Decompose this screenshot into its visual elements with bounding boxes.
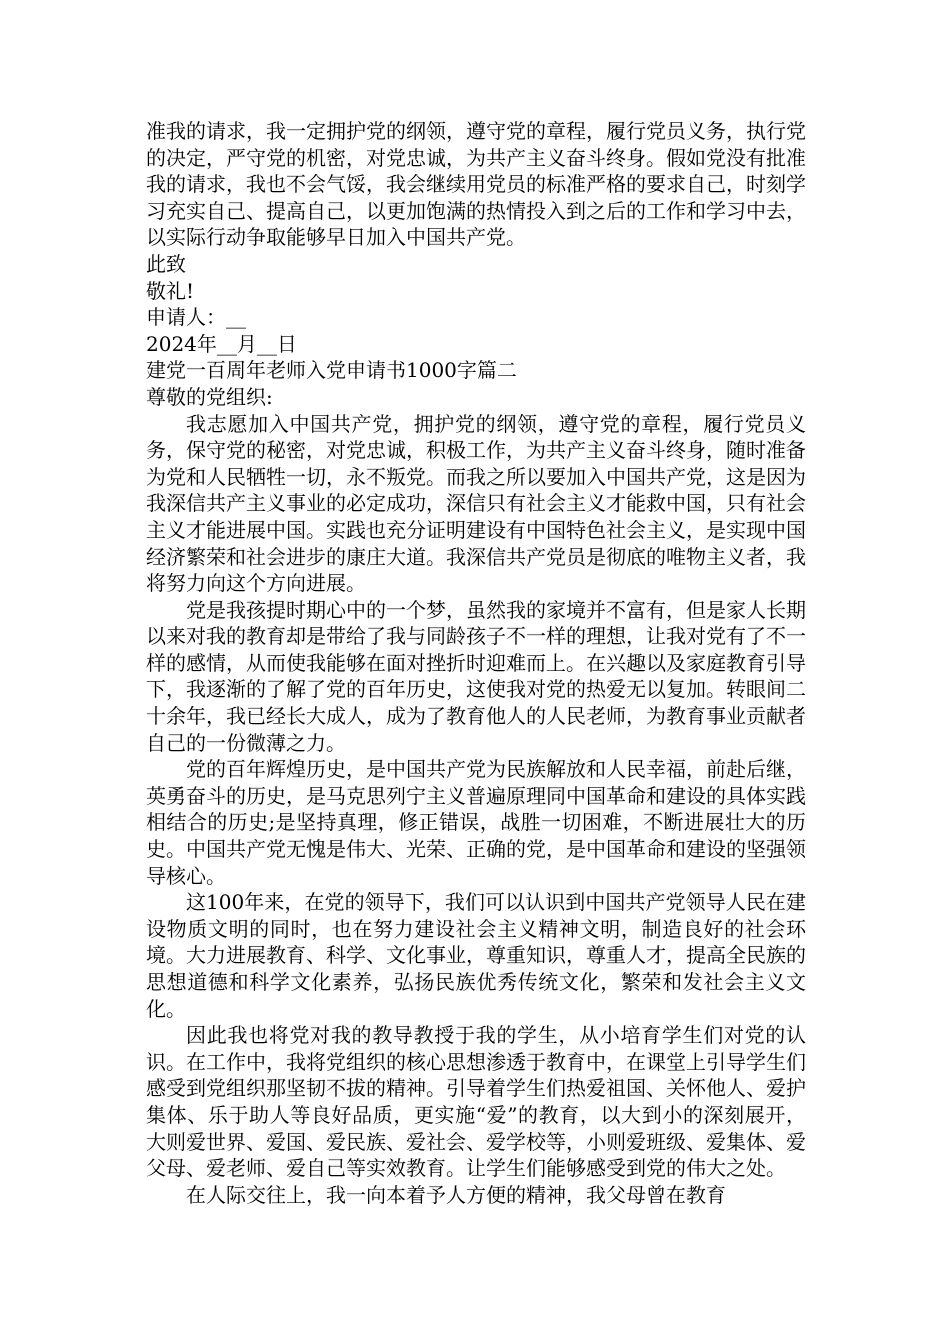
paragraph-2: 党是我孩提时期心中的一个梦，虽然我的家境并不富有，但是家人长期以来对我的教育却是带给了我与同龄孩子不一样的理想，让我对党有了不一样的感情，从而使我能够在面对挫折时迎难而上。在兴趣以及家庭教育引导下，我逐渐的了解了党的百年历史，这使我对党的热爱无以复加。转眼间二十余年，我已经长大成人，成为了教育他人的人民老师，为教育事业贡献者自己的一份微薄之力。 bbox=[146, 597, 806, 755]
paragraph-4: 这100年来，在党的领导下，我们可以认识到中国共产党领导人民在建设物质文明的同时，也在努力建设社会主义精神文明，制造良好的社会环境。大力进展教育、科学、文化事业，尊重知识，尊重人才，提高全民族的思想道德和科学文化素养，弘扬民族优秀传统文化，繁荣和发社会主义文化。 bbox=[146, 890, 806, 1021]
document-page bbox=[146, 118, 806, 1208]
section-title: 建党一百周年老师入党申请书1000字篇二 bbox=[146, 358, 517, 383]
date-line: 2024年__月__日 bbox=[146, 331, 297, 356]
paragraph-6: 在人际交往上，我一向本着予人方便的精神，我父母曾在教育 bbox=[186, 1182, 726, 1207]
greeting: 尊敬的党组织: bbox=[146, 384, 273, 409]
closing-regards: 敬礼! bbox=[146, 278, 195, 303]
paragraph-continued: 准我的请求，我一定拥护党的纲领，遵守党的章程，履行党员义务，执行党的决定，严守党的机密，对党忠诚，为共产主义奋斗终身。假如党没有批准我的请求，我也不会气馁，我会继续用党员的标准严格的要求自己，时刻学习充实自己、提高自己，以更加饱满的热情投入到之后的工作和学习中去，以实际行动争取能够早日加入中国共产党。 bbox=[146, 119, 806, 250]
paragraph-3: 党的百年辉煌历史，是中国共产党为民族解放和人民幸福，前赴后继，英勇奋斗的历史，是马克思列宁主义普遍原理同中国革命和建设的具体实践相结合的历史;是坚持真理，修正错误，战胜一切困难，不断进展壮大的历史。中国共产党无愧是伟大、光荣、正确的党，是中国革命和建设的坚强领导核心。 bbox=[146, 757, 806, 888]
paragraph-5: 因此我也将党对我的教导教授于我的学生，从小培育学生们对党的认识。在工作中，我将党组织的核心思想渗透于教育中，在课堂上引导学生们感受到党组织那坚韧不拔的精神。引导着学生们热爱祖国、关怀他人、爱护集体、乐于助人等良好品质，更实施“爱”的教育，以大到小的深刻展开，大则爱世界、爱国、爱民族、爱社会、爱学校等，小则爱班级、爱集体、爱父母、爱老师、爱自己等实效教育。让学生们能够感受到党的伟大之处。 bbox=[146, 1023, 806, 1181]
closing-salutation: 此致 bbox=[146, 251, 186, 276]
applicant-line: 申请人：__ bbox=[146, 305, 246, 330]
paragraph-1: 我志愿加入中国共产党，拥护党的纲领，遵守党的章程，履行党员义务，保守党的秘密，对党忠诚，积极工作，为共产主义奋斗终身，随时准备为党和人民牺牲一切，永不叛党。而我之所以要加入中国共产党，这是因为我深信共产主义事业的必定成功，深信只有社会主义才能救中国，只有社会主义才能进展中国。实践也充分证明建设有中国特色社会主义，是实现中国经济繁荣和社会进步的康庄大道。我深信共产党员是彻底的唯物主义者，我将努力向这个方向进展。 bbox=[146, 411, 806, 596]
